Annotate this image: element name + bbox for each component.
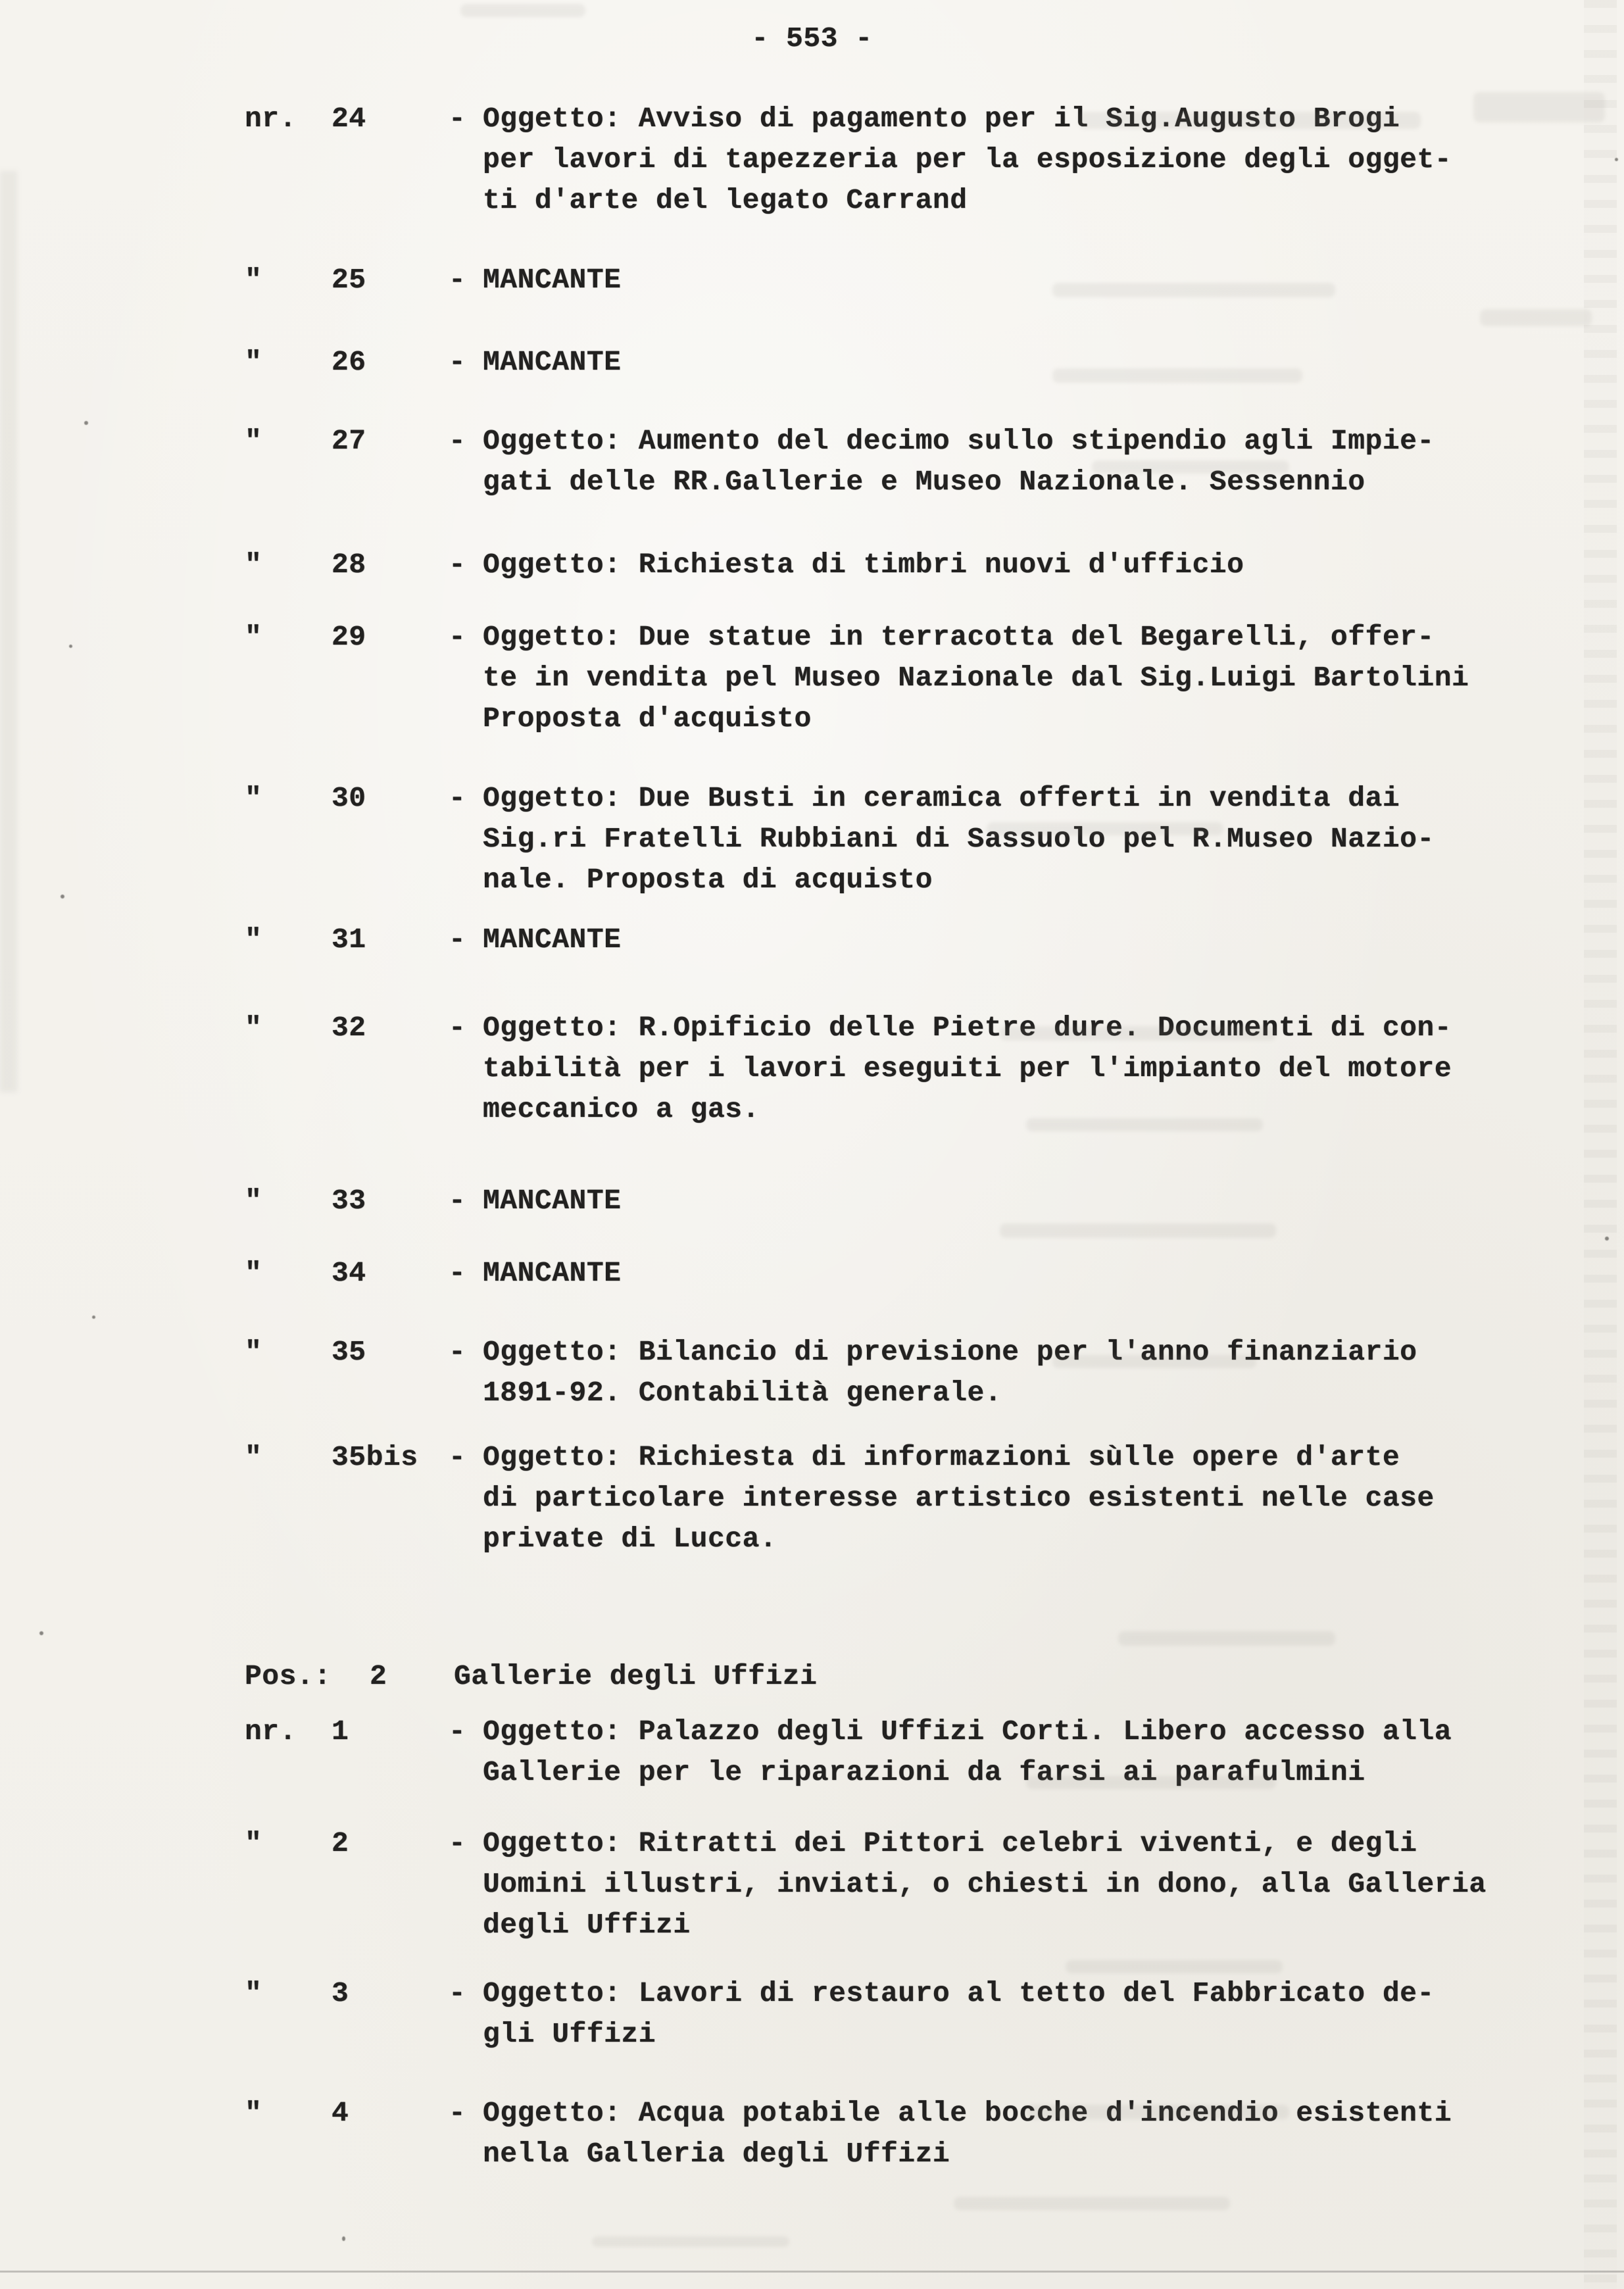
entry-nr-27 <box>245 421 1580 503</box>
entry-label: " <box>245 1257 262 1289</box>
entry-dash: - <box>449 1185 466 1217</box>
entry-text <box>483 1253 1580 1294</box>
entry-dash: - <box>449 1977 466 2009</box>
entry-label: " <box>245 1012 262 1044</box>
entry-text <box>483 1711 1580 1793</box>
entry-text-line: Uomini illustri, inviati, o chiesti in dono, alla Galleria <box>483 1868 1487 1900</box>
entry-number: 28 <box>332 549 366 581</box>
entry-nr-24 <box>245 99 1580 221</box>
entry-dash: - <box>449 1012 466 1044</box>
ink-speck <box>39 1631 43 1635</box>
entry-label: " <box>245 1827 262 1859</box>
entry-text <box>483 421 1580 503</box>
entry-label: " <box>245 425 262 457</box>
entry-text-line: degli Uffizi <box>483 1909 691 1941</box>
entry-text-line: Sig.ri Fratelli Rubbiani di Sassuolo pel R.Museo Nazio- <box>483 823 1435 855</box>
entry-label: " <box>245 923 262 956</box>
entry-text <box>483 617 1580 739</box>
entry-number: 35bis <box>332 1441 418 1473</box>
entry-text <box>483 545 1580 585</box>
entry-text-line: MANCANTE <box>483 346 622 378</box>
entry-dash: - <box>449 621 466 653</box>
entry-text <box>483 1181 1580 1221</box>
entry-number: 3 <box>332 1977 349 2009</box>
entry-text-line: Oggetto: Lavori di restauro al tetto del Fabbricato de- <box>483 1977 1435 2009</box>
entry-text-line: Oggetto: Bilancio di previsione per l'anno finanziario <box>483 1336 1417 1368</box>
bleedthrough-smudge <box>1066 1960 1283 1973</box>
entry-text-line: private di Lucca. <box>483 1523 777 1555</box>
entry-nr-30 <box>245 778 1580 900</box>
entry-text <box>483 2093 1580 2175</box>
entry-text <box>483 1008 1580 1130</box>
entry-label: " <box>245 346 262 378</box>
ink-speck <box>61 895 64 898</box>
entry-dash: - <box>449 1336 466 1368</box>
entry-text <box>483 99 1580 221</box>
entry-text-line: meccanico a gas. <box>483 1093 760 1125</box>
position-number: 2 <box>370 1660 387 1692</box>
entry-nr-35 <box>245 1332 1580 1414</box>
entry-text-line: Oggetto: Acqua potabile alle bocche d'incendio esistenti <box>483 2097 1452 2129</box>
entry-number: 33 <box>332 1185 366 1217</box>
entry-text <box>483 778 1580 900</box>
entry-dash: - <box>449 346 466 378</box>
entry-number: 34 <box>332 1257 366 1289</box>
entry-number: 32 <box>332 1012 366 1044</box>
ink-speck <box>342 2236 345 2241</box>
entry-nr-1 <box>245 1711 1580 1793</box>
entry-nr-34 <box>245 1253 1580 1294</box>
bleedthrough-smudge <box>954 2197 1230 2210</box>
entry-text-line: Oggetto: Richiesta di timbri nuovi d'ufficio <box>483 549 1244 581</box>
entry-nr-29 <box>245 617 1580 739</box>
entry-nr-35bis <box>245 1437 1580 1560</box>
entry-dash: - <box>449 1441 466 1473</box>
entry-text-line: Oggetto: Ritratti dei Pittori celebri viventi, e degli <box>483 1827 1417 1859</box>
entry-label: " <box>245 1336 262 1368</box>
entry-label: nr. <box>245 1715 297 1748</box>
entry-number: 26 <box>332 346 366 378</box>
position-header <box>245 1656 817 1697</box>
entry-text-line: Oggetto: Due statue in terracotta del Begarelli, offer- <box>483 621 1435 653</box>
entry-nr-4 <box>245 2093 1580 2175</box>
entry-nr-26 <box>245 342 1580 383</box>
scan-edge-left <box>0 171 17 1092</box>
entry-text-line: Oggetto: Due Busti in ceramica offerti in vendita dai <box>483 782 1400 814</box>
entry-dash: - <box>449 1827 466 1859</box>
entry-text <box>483 920 1580 960</box>
entry-text-line: gli Uffizi <box>483 2018 656 2050</box>
entry-text <box>483 1973 1580 2055</box>
entry-label: " <box>245 621 262 653</box>
bleedthrough-smudge <box>1480 309 1592 326</box>
entry-label: nr. <box>245 103 297 135</box>
entry-nr-32 <box>245 1008 1580 1130</box>
entry-label: " <box>245 549 262 581</box>
ink-speck <box>1615 158 1618 161</box>
entry-nr-33 <box>245 1181 1580 1221</box>
entry-dash: - <box>449 923 466 956</box>
entry-text <box>483 1437 1580 1560</box>
entry-text <box>483 260 1580 301</box>
entry-number: 24 <box>332 103 366 135</box>
entry-nr-2 <box>245 1823 1580 1946</box>
entry-dash: - <box>449 782 466 814</box>
entry-text-line: Gallerie per le riparazioni da farsi ai parafulmini <box>483 1756 1366 1788</box>
entry-text-line: nale. Proposta di acquisto <box>483 864 933 896</box>
ink-speck <box>84 421 88 425</box>
entry-number: 1 <box>332 1715 349 1748</box>
ink-speck <box>69 645 72 648</box>
entry-number: 4 <box>332 2097 349 2129</box>
ink-speck <box>92 1316 95 1319</box>
entry-text-line: di particolare interesse artistico esistenti nelle case <box>483 1482 1435 1514</box>
entry-dash: - <box>449 2097 466 2129</box>
entry-dash: - <box>449 103 466 135</box>
bleedthrough-smudge <box>460 4 585 17</box>
entry-dash: - <box>449 549 466 581</box>
entry-number: 25 <box>332 264 366 296</box>
position-title: Gallerie degli Uffizi <box>454 1660 818 1692</box>
entry-text-line: ti d'arte del legato Carrand <box>483 184 968 216</box>
entry-label: " <box>245 1185 262 1217</box>
entry-text-line: Proposta d'acquisto <box>483 702 812 735</box>
entry-label: " <box>245 264 262 296</box>
entry-text-line: Oggetto: Aumento del decimo sullo stipendio agli Impie- <box>483 425 1435 457</box>
entry-text-line: 1891-92. Contabilità generale. <box>483 1377 1002 1409</box>
ink-speck <box>1605 1237 1609 1241</box>
entry-text-line: gati delle RR.Gallerie e Museo Nazionale. Sessennio <box>483 466 1366 498</box>
entry-text <box>483 1823 1580 1946</box>
page-number: - 553 - <box>751 22 873 55</box>
entry-nr-3 <box>245 1973 1580 2055</box>
entry-number: 35 <box>332 1336 366 1368</box>
entry-text-line: tabilità per i lavori eseguiti per l'impianto del motore <box>483 1052 1452 1085</box>
entry-label: " <box>245 2097 262 2129</box>
entry-nr-25 <box>245 260 1580 301</box>
bleedthrough-smudge <box>592 2236 789 2247</box>
entry-dash: - <box>449 264 466 296</box>
entry-label: " <box>245 782 262 814</box>
entry-text-line: te in vendita pel Museo Nazionale dal Sig.Luigi Bartolini <box>483 662 1469 694</box>
scan-edge-line <box>0 2271 1624 2273</box>
entry-text-line: Oggetto: Palazzo degli Uffizi Corti. Libero accesso alla <box>483 1715 1452 1748</box>
entry-nr-28 <box>245 545 1580 585</box>
entry-dash: - <box>449 425 466 457</box>
entry-text-line: Oggetto: Richiesta di informazioni sùlle opere d'arte <box>483 1441 1400 1473</box>
entry-text-line: nella Galleria degli Uffizi <box>483 2138 950 2170</box>
entry-label: " <box>245 1977 262 2009</box>
entry-nr-31 <box>245 920 1580 960</box>
entry-text-line: per lavori di tapezzeria per la esposizione degli ogget- <box>483 143 1452 176</box>
entry-text-line: Oggetto: R.Opificio delle Pietre dure. Documenti di con- <box>483 1012 1452 1044</box>
entry-number: 27 <box>332 425 366 457</box>
entry-text-line: Oggetto: Avviso di pagamento per il Sig.Augusto Brogi <box>483 103 1400 135</box>
scan-edge-right <box>1584 0 1617 2289</box>
entry-dash: - <box>449 1257 466 1289</box>
entry-text <box>483 1332 1580 1414</box>
position-label: Pos.: <box>245 1660 332 1692</box>
entry-number: 29 <box>332 621 366 653</box>
entry-number: 31 <box>332 923 366 956</box>
entry-text-line: MANCANTE <box>483 1257 622 1289</box>
entry-text-line: MANCANTE <box>483 264 622 296</box>
entry-text-line: MANCANTE <box>483 1185 622 1217</box>
entry-text <box>483 342 1580 383</box>
entry-number: 2 <box>332 1827 349 1859</box>
entry-number: 30 <box>332 782 366 814</box>
entry-text-line: MANCANTE <box>483 923 622 956</box>
bleedthrough-smudge <box>1118 1631 1335 1646</box>
entry-label: " <box>245 1441 262 1473</box>
entry-dash: - <box>449 1715 466 1748</box>
bleedthrough-smudge <box>1000 1223 1276 1238</box>
